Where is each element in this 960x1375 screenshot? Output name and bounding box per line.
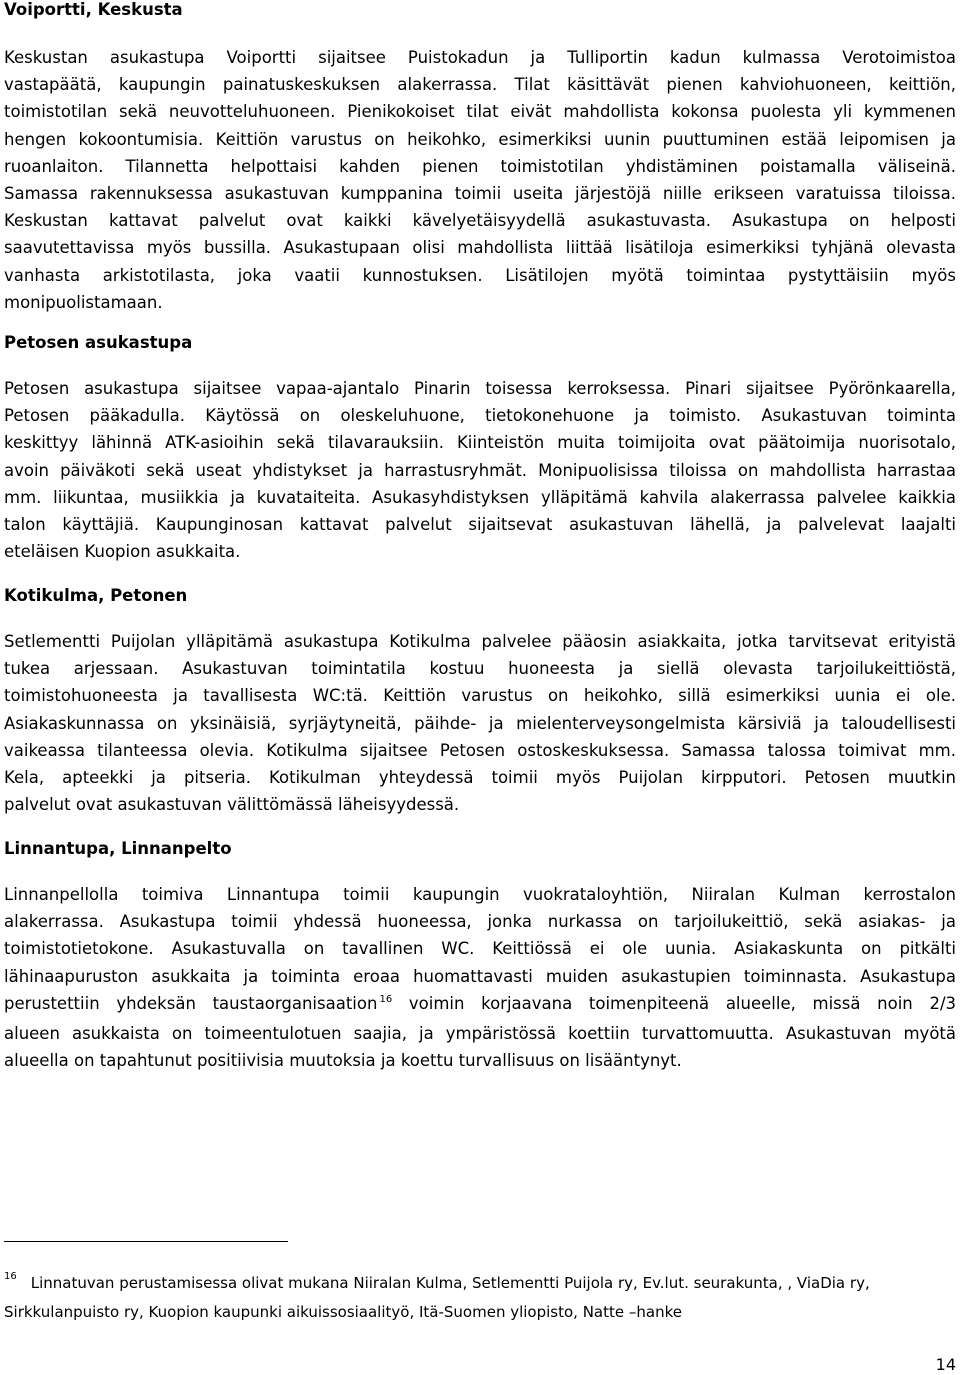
text-line: monipuolistamaan.	[4, 292, 163, 312]
section-heading-petosen-asukastupa: Petosen asukastupa	[4, 333, 193, 352]
text-line: saavutettavissa myös bussilla. Asukastupaan olisi mahdollista liittää lisätiloja esimerkiksi tyhjänä olevasta	[4, 238, 956, 258]
section-body-voiportti	[4, 44, 956, 316]
text-line: Asiakaskunnassa on yksinäisiä, syrjäytyneitä, päihde- ja mielenterveysongelmista kärsiviä ja taloudellisesti	[4, 713, 956, 733]
text-line: lähinaapuruston asukkaita ja toiminta eroaa huomattavasti muiden asukastupien toiminnasta. Asukastupa	[4, 966, 956, 986]
section-heading-kotikulma: Kotikulma, Petonen	[4, 586, 188, 605]
ref-line-end: voimin korjaavana toimenpiteenä alueelle, missä noin 2/3	[392, 993, 957, 1013]
text-line: hengen kokoontumisia. Keittiön varustus on heikohko, esimerkiksi uunin puuttuminen estää leipomisen ja	[4, 129, 956, 149]
text-line: Kela, apteekki ja pitseria. Kotikulman yhteydessä toimii myös Puijolan kirpputori. Petosen muutkin	[4, 768, 956, 788]
text-line: alueen asukkaista on toimeentulotuen saajia, ja ympäristössä koettiin turvattomuutta. Asukastuvan myötä	[4, 1024, 956, 1044]
text-line: Linnanpellolla toimiva Linnantupa toimii kaupungin vuokrataloyhtiön, Niiralan Kulman kerrostalon	[4, 885, 956, 904]
footnote-number: 16	[4, 1271, 17, 1282]
text-line: Keskustan kattavat palvelut ovat kaikki kävelyetäisyydellä asukastuvasta. Asukastupa on helposti	[4, 211, 956, 231]
text-line: toimistotietokone. Asukastuvalla on tavallinen WC. Keittiössä ei ole uunia. Asiakaskunta on pitkälti	[4, 939, 956, 959]
section-body-petosen-asukastupa	[4, 375, 956, 565]
text-line: vastapäätä, kaupungin painatuskeskuksen alakerrassa. Tilat käsittävät pienen kahviohuoneen, keittiön,	[4, 75, 956, 95]
text-line: alueella on tapahtunut positiivisia muutoksia ja koettu turvallisuus on lisääntynyt.	[4, 1051, 682, 1071]
text-line: tukea arjessaan. Asukastuvan toimintatila kostuu huoneesta ja siellä olevasta tarjoilukeittiöstä,	[4, 659, 956, 679]
text-line: keskittyy lähinnä ATK-asioihin sekä tilavarauksiin. Kiinteistön muita toimijoita ovat päätoimija nuorisotalo,	[4, 433, 956, 453]
text-line: eteläisen Kuopion asukkaita.	[4, 542, 241, 562]
section-body-linnantupa	[4, 881, 956, 1074]
text-line: Setlementti Puijolan ylläpitämä asukastupa Kotikulma palvelee pääosin asiakkaita, jotka tarvitsevat erityistä	[4, 632, 956, 651]
footnote-text-2: Sirkkulanpuisto ry, Kuopion kaupunki aikuissosiaalityö, Itä-Suomen yliopisto, Natte –hanke	[4, 1303, 682, 1321]
text-line: vaikeassa tilanteessa olevia. Kotikulma sijaitsee Petosen ostoskeskuksessa. Samassa talossa toimivat mm.	[4, 740, 956, 760]
text-line: Keskustan asukastupa Voiportti sijaitsee Puistokadun ja Tulliportin kadun kulmassa Verotoimistoa	[4, 48, 956, 67]
section-body-kotikulma	[4, 628, 956, 818]
text-line: talon käyttäjiä. Kaupunginosan kattavat palvelut sijaitsevat asukastuvan lähellä, ja palvelevat laajalti	[4, 515, 956, 535]
text-line: Petosen asukastupa sijaitsee vapaa-ajantalo Pinarin toisessa kerroksessa. Pinari sijaitsee Pyörönkaarella,	[4, 379, 956, 398]
text-line: vanhasta arkistotilasta, joka vaatii kunnostuksen. Lisätilojen myötä toimintaa pystyttäisiin myös	[4, 265, 956, 285]
text-line: toimistohuoneesta ja tavallisesta WC:tä. Keittiön varustus on heikohko, sillä esimerkiksi uunia ei ole.	[4, 686, 956, 706]
footnote	[4, 1270, 956, 1325]
text-line: toimistotilan sekä neuvotteluhuoneen. Pienikokoiset tilat eivät mahdollista kokonsa puolesta yli kymmenen	[4, 102, 956, 122]
footnote-reference[interactable]: 16	[379, 993, 393, 1005]
section-heading-linnantupa: Linnantupa, Linnanpelto	[4, 839, 232, 858]
text-line: palvelut ovat asukastuvan välittömässä läheisyydessä.	[4, 795, 460, 815]
text-line: avoin päiväkoti sekä useat yhdistykset ja harrastusryhmät. Monipuolisissa tiloissa on mahdollista harrastaa	[4, 460, 956, 480]
text-line: ruoanlaiton. Tilannetta helpottaisi kahden pienen toimistotilan yhdistäminen poistamalla väliseinä.	[4, 156, 956, 176]
text-line: Petosen pääkadulla. Käytössä on oleskeluhuone, tietokonehuone ja toimisto. Asukastuvan toiminta	[4, 406, 956, 426]
ref-line-start: perustettiin yhdeksän taustaorganisaation	[4, 993, 378, 1013]
text-line: Samassa rakennuksessa asukastuvan kumppanina toimii useita järjestöjä niille erikseen varatuissa tiloissa.	[4, 184, 956, 204]
footnote-line	[4, 1270, 956, 1299]
text-line: mm. liikuntaa, musiikkia ja kuvataiteita. Asukasyhdistyksen ylläpitämä kahvila alakerrassa palvelee kaikkia	[4, 487, 956, 507]
footnote-text-1: Linnatuvan perustamisessa olivat mukana Niiralan Kulma, Setlementti Puijola ry, Ev.lut. seurakunta, , ViaDia ry,	[30, 1274, 870, 1292]
text-line: alakerrassa. Asukastupa toimii yhdessä huoneessa, jonka nurkassa on tarjoilukeittiö, sekä asiakas- ja	[4, 912, 956, 932]
footnote-separator	[4, 1241, 288, 1242]
section-heading-voiportti: Voiportti, Keskusta	[4, 0, 183, 19]
page-number: 14	[935, 1355, 956, 1374]
text-line-with-footnote-ref	[4, 990, 956, 1020]
